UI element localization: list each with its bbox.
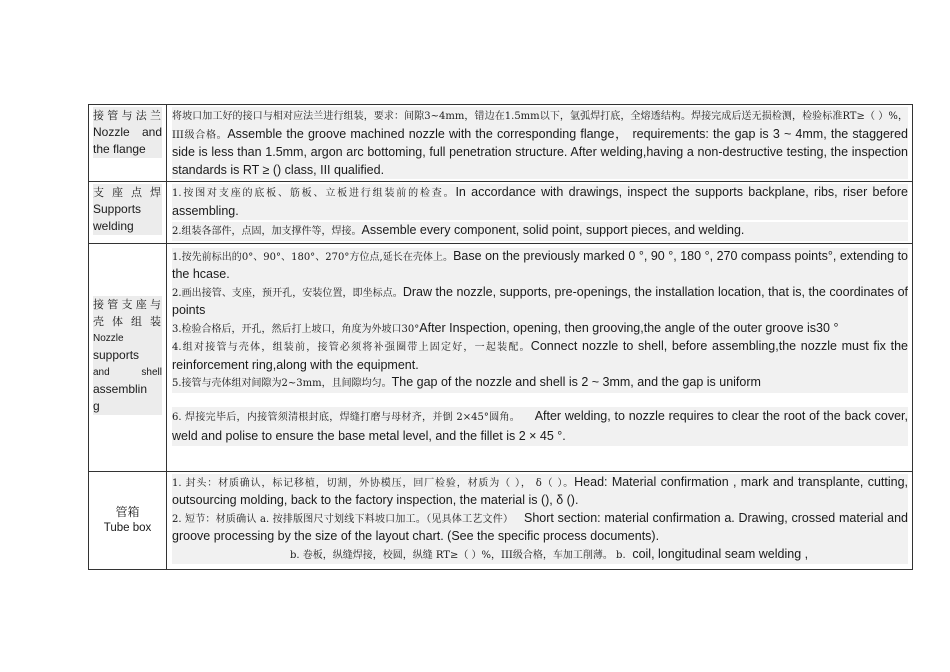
label-en: Tube box <box>103 521 152 534</box>
spacer <box>172 393 908 407</box>
table-row <box>89 105 913 182</box>
label-en: Supports <box>93 202 142 216</box>
row-desc-cell <box>167 105 913 182</box>
step-paragraph: 1. 封头：材质确认，标记移植，切割，外协模压，回厂检验，材质为（ ）， δ（ ）。Head: Material confirmation , mark and transplante, cutting, outsourcing molding, back to the factory inspection, the material is (), δ (). <box>172 474 908 510</box>
step-paragraph: 2. 短节：材质确认 a. 按排版图尺寸划线下料坡口加工。（见具体工艺文件） Short section: material confirmation a. Drawing, crossed material and groove processing by the size of the layout chart. (See the specific process documents). <box>172 510 908 546</box>
label-en: assemblin <box>93 381 148 396</box>
label-cn: 接管支座与 <box>93 297 162 311</box>
label-cn: 支座点焊 <box>93 186 162 199</box>
label-cn: 管箱 <box>115 504 140 519</box>
process-table <box>88 104 913 570</box>
step-paragraph: 2.组装各部件，点固，加支撑件等，焊接。Assemble every component, solid point, support pieces, and welding. <box>172 222 908 241</box>
step-paragraph: 3.检验合格后，开孔，然后打上坡口，角度为外坡口30°After Inspection, opening, then grooving,the angle of the outer groove is30 ° <box>172 320 908 339</box>
label-cn: 壳体组装 <box>93 314 162 328</box>
label-cn: 接管与法兰 <box>93 109 162 122</box>
step-paragraph: 4.组对接管与壳体，组装前，接管必须将补强圈带上固定好，一起装配。Connect nozzle to shell, before assembling,the nozzle must fix the reinforcement ring,along with the equipment. <box>172 338 908 374</box>
label-en: g <box>93 398 100 413</box>
row-label-cell <box>89 182 167 244</box>
step-paragraph: b. 卷板，纵缝焊接，校圆，纵缝 RT≥（ ）%，III级合格，车加工削薄。 b. coil, longitudinal seam welding , <box>172 546 908 565</box>
label-en: Nozzle and <box>93 125 162 139</box>
row-label <box>93 296 162 415</box>
step-paragraph: 1.按图对支座的底板、筋板、立板进行组装前的检查。In accordance with drawings, inspect the supports backplane, ribs, riser before assembling. <box>172 184 908 220</box>
row-label-cell <box>89 105 167 182</box>
step-paragraph: 5.接管与壳体组对间隙为2~3mm，且间隙均匀。The gap of the nozzle and shell is 2 ~ 3mm, and the gap is uniform <box>172 374 908 393</box>
table-row <box>89 471 913 569</box>
row-desc-cell <box>167 243 913 471</box>
label-en: the flange <box>93 142 146 156</box>
row-label-cell <box>89 471 167 569</box>
label-en: supports <box>93 347 140 362</box>
step-paragraph: 将坡口加工好的接口与相对应法兰进行组装，要求：间隙3~4mm，错边在1.5mm以下，氩弧焊打底，全熔透结构。焊接完成后送无损检测，检验标准RT≥（ ）%，III级合格。Assemble the groove machined nozzle with the corresponding flange， requirements: the gap is 3 ~ 4mm, the staggered side is less than 1.5mm, argon arc bottoming, full penetration structure. After welding,having a non-destructive testing, the inspection standards is RT ≥ () class, III qualified. <box>172 107 908 179</box>
row-desc-cell <box>167 471 913 569</box>
table-row <box>89 182 913 244</box>
label-en: and shell <box>93 366 162 378</box>
label-en: Nozzle <box>93 332 124 344</box>
step-paragraph: 1.按先前标出的0°、90°、180°、270°方位点,延长在壳体上。Base on the previously marked 0 °, 90 °, 180 °, 270 compass points°, extending to the hcase. <box>172 248 908 284</box>
row-label <box>93 107 162 158</box>
row-label-cell <box>89 243 167 471</box>
row-label <box>93 184 162 235</box>
label-en: welding <box>93 219 134 233</box>
step-paragraph: 6. 焊接完毕后，内接管须清根封底，焊缝打磨与母材齐，并倒 2×45°圆角。 After welding, to nozzle requires to clear the root of the back cover, weld and polise to ensure the base metal level, and the fillet is 2 × 45 °. <box>172 407 908 446</box>
step-paragraph: 2.画出接管、支座，预开孔，安装位置，即坐标点。Draw the nozzle, supports, pre-openings, the installation location, that is, the coordinates of points <box>172 284 908 320</box>
row-desc-cell <box>167 182 913 244</box>
table-row <box>89 243 913 471</box>
